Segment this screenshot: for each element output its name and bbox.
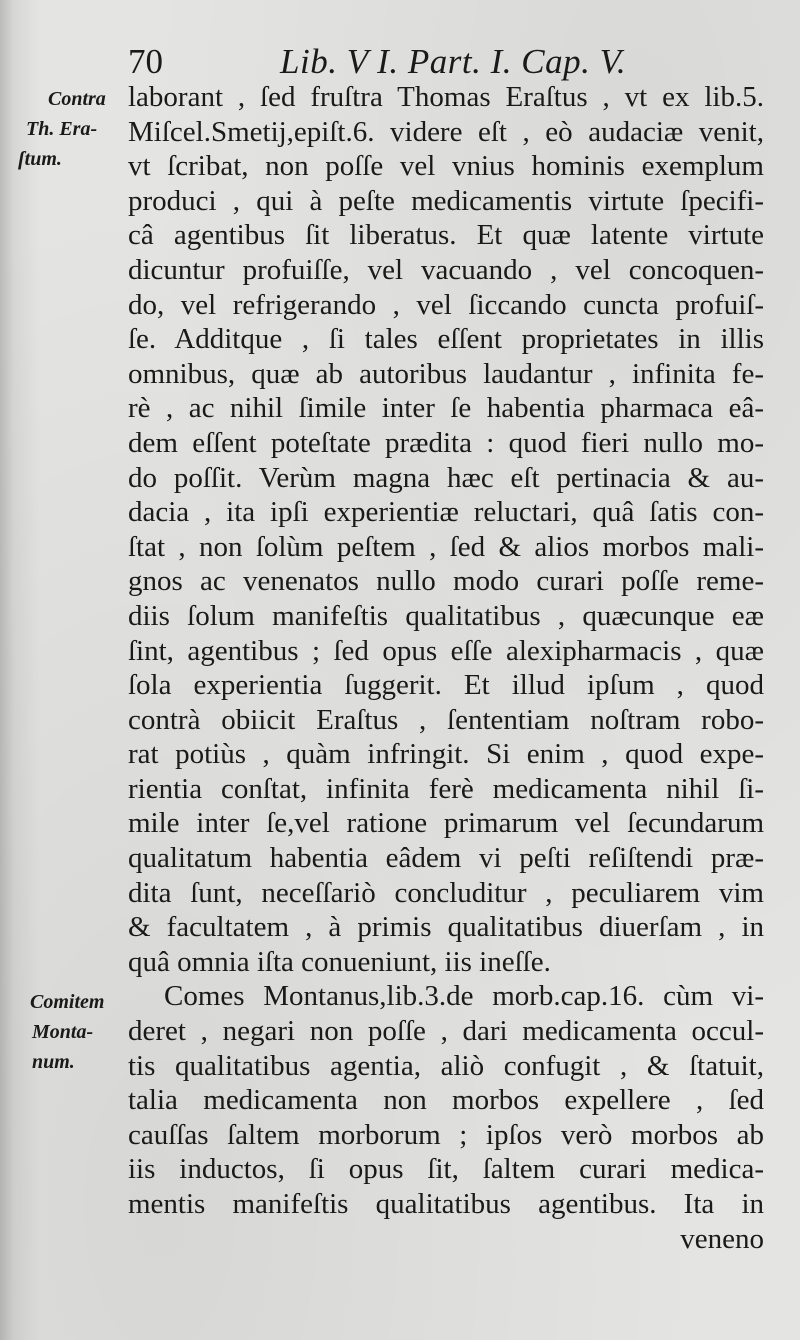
margin-note-line: ſtum. [18,148,62,170]
text-line: do poſſit. Verùm magna hæc eſt pertinacia & au- [128,461,764,494]
text-line: mentis manifeſtis qualitatibus agentibus. Ita in [128,1188,764,1220]
text-line: dacia , ita ipſi experientiæ reluctari, quâ ſatis con- [128,496,764,529]
paragraph-first-line: Comes Montanus,lib.3.de morb.cap.16. cùm vi- [164,980,764,1013]
text-line: iis inductos, ſi opus ſit, ſaltem curari medica- [128,1153,764,1186]
text-line: qualitatum habentia eâdem vi peſti reſiſtendi præ- [128,842,764,875]
text-line: do, vel refrigerando , vel ſiccando cuncta profuiſ- [128,288,764,321]
text-line: & facultatem , à primis qualitatibus diuerſam , in [128,911,764,944]
text-line: gnos ac venenatos nullo modo curari poſſe reme- [128,565,764,598]
text-line: ſint, agentibus ; ſed opus eſſe alexipharmacis , quæ [128,634,764,667]
text-line: rè , ac nihil ſimile inter ſe habentia pharmaca eâ- [128,392,764,425]
text-line: deret , negari non poſſe , dari medicamenta occul- [128,1015,764,1048]
text-line: ſtat , non ſolùm peſtem , ſed & alios morbos mali- [128,530,764,563]
text-line: produci , qui à peſte medicamentis virtute ſpecifi- [128,184,764,217]
margin-note-line: Monta- [32,1021,94,1043]
margin-note-line: Th. Era- [26,118,98,140]
text-line: dicuntur profuiſſe, vel vacuando , vel concoquen- [128,253,764,286]
text-line: laborant , ſed fruſtra Thomas Eraſtus , vt ex lib.5. [128,81,764,113]
text-line: tis qualitatibus agentia, aliò confugit , & ſtatuit, [128,1049,764,1082]
text-line: rat potiùs , quàm infringit. Si enim , quod expe- [128,738,764,771]
text-line: omnibus, quæ ab autoribus laudantur , infinita fe- [128,357,764,390]
page-header [120,42,760,82]
text-line: cauſſas ſaltem morborum ; ipſos verò morbos ab [128,1118,764,1151]
text-line: mile inter ſe,vel ratione primarum vel ſecundarum [128,807,764,840]
body-text [128,80,764,1256]
margin-note-line: num. [32,1051,75,1073]
margin-note-line: Comitem [30,991,105,1013]
text-line: contrà obiicit Eraſtus , ſententiam noſtram robo- [128,703,764,736]
text-line: câ agentibus ſit liberatus. Et quæ latente virtute [128,219,764,252]
margin-note-line: Contra [48,88,106,110]
text-line: talia medicamenta non morbos expellere , ſed [128,1084,764,1117]
catchword: veneno [680,1222,764,1255]
text-line: vt ſcribat, non poſſe vel vnius hominis exemplum [128,150,764,183]
text-line: dita ſunt, neceſſariò concluditur , peculiarem vim [128,876,764,909]
text-line: Miſcel.Smetij,epiſt.6. videre eſt , eò audaciæ venit, [128,115,764,148]
paragraph-last-line: quâ omnia iſta conueniunt, iis ineſſe. [128,945,551,978]
page-number: 70 [128,42,163,81]
text-line: diis ſolum manifeſtis qualitatibus , quæcunque eæ [128,599,764,632]
text-line: ſe. Additque , ſi tales eſſent proprietates in illis [128,323,764,356]
running-head: Lib. V I. Part. I. Cap. V. [280,42,627,81]
margin-note [10,987,125,1077]
text-line: rientia conſtat, infinita ferè medicamenta nihil ſi- [128,772,764,805]
margin-note [10,84,125,174]
text-line: ſola experientia ſuggerit. Et illud ipſum , quod [128,669,764,702]
text-line: dem eſſent poteſtate prædita : quod fieri nullo mo- [128,426,764,459]
